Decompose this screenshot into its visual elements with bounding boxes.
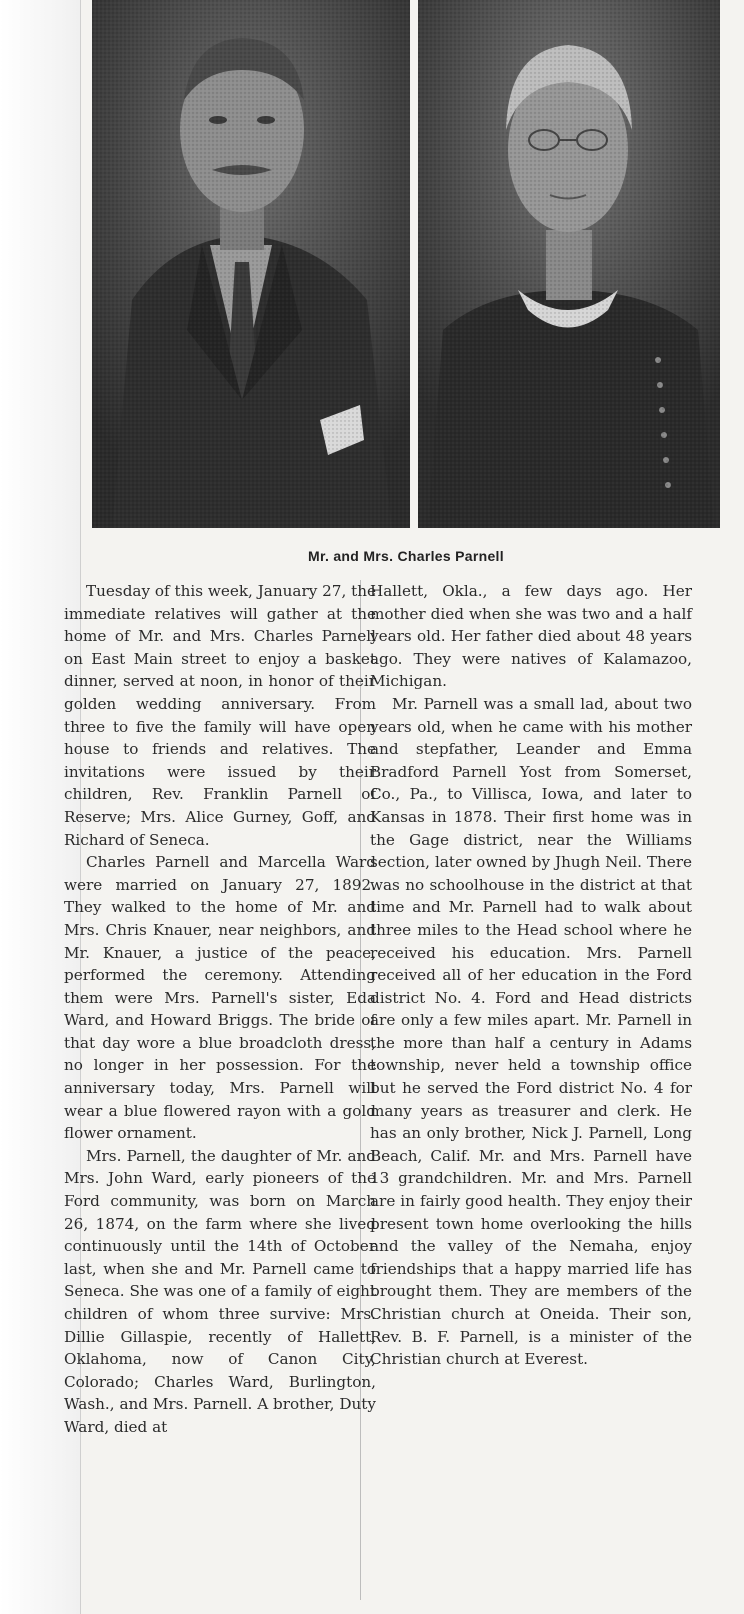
article-paragraph: Mr. Parnell was a small lad, about two years old, when he came with his mother and stepfather, Leander and Emma Bradford Parnell Yost from Somerset, Co., Pa., to Villisca, Iowa, and later to Kansas in 1878. Their first home was in the Gage district, near the Williams section, later owned by Jhugh Neil. There was no schoolhouse in the district at that time and Mr. Parnell had to walk about three miles to the Head school where he received his education. Mrs. Parnell received all of her education in the Ford district No. 4. Ford and Head districts are only a few miles apart. Mr. Parnell in the more than half a century in Adams township, never held a township office but he served the Ford district No. 4 for many years as treasurer and clerk. He has an only brother, Nick J. Parnell, Long Beach, Calif. Mr. and Mrs. Parnell have 13 grandchildren. Mr. and Mrs. Parnell are in fairly good health. They enjoy their present town home overlooking the hills and the valley of the Nemaha, enjoy friendships that a happy married life has brought them. They are members of the Christian church at Oneida. Their son, Rev. B. F. Parnell, is a minister of the Christian church at Everest. [370, 694, 692, 1369]
photo-mr-parnell [92, 0, 410, 528]
photo-mrs-parnell [418, 0, 720, 528]
article-paragraph: Charles Parnell and Marcella Ward were married on January 27, 1892. They walked to the home of Mr. and Mrs. Chris Knauer, near neighbors, and Mr. Knauer, a justice of the peace, performed the ceremony. Attending them were Mrs. Parnell's sister, Eda Ward, and Howard Briggs. The bride of that day wore a blue broadcloth dress, no longer in her possession. For the anniversary today, Mrs. Parnell will wear a blue flowered rayon with a gold flower ornament. [64, 853, 376, 1143]
article-column-left [64, 580, 376, 1439]
article-paragraph: Tuesday of this week, January 27, the immediate relatives will gather at the home of Mr. and Mrs. Charles Parnell on East Main street to enjoy a basket dinner, served at noon, in honor of their golden wedding anniversary. From three to five the family will have open house to friends and relatives. The invitations were issued by their children, Rev. Franklin Parnell of Reserve; Mrs. Alice Gurney, Goff, and Richard of Seneca. [64, 582, 376, 849]
photo-caption: Mr. and Mrs. Charles Parnell [308, 548, 504, 564]
article-paragraph: Mrs. Parnell, the daughter of Mr. and Mrs. John Ward, early pioneers of the Ford community, was born on March 26, 1874, on the farm where she lived continuously until the 14th of October last, when she and Mr. Parnell came to Seneca. She was one of a family of eight children of whom three survive: Mrs. Dillie Gillaspie, recently of Hallett, Oklahoma, now of Canon City, Colorado; Charles Ward, Burlington, Wash., and Mrs. Parnell. A brother, Duty Ward, died at [64, 1146, 376, 1436]
article-paragraph: Hallett, Okla., a few days ago. Her mother died when she was two and a half years old. Her father died about 48 years ago. They were natives of Kalamazoo, Michigan. [370, 582, 692, 691]
article-column-right [370, 580, 692, 1371]
